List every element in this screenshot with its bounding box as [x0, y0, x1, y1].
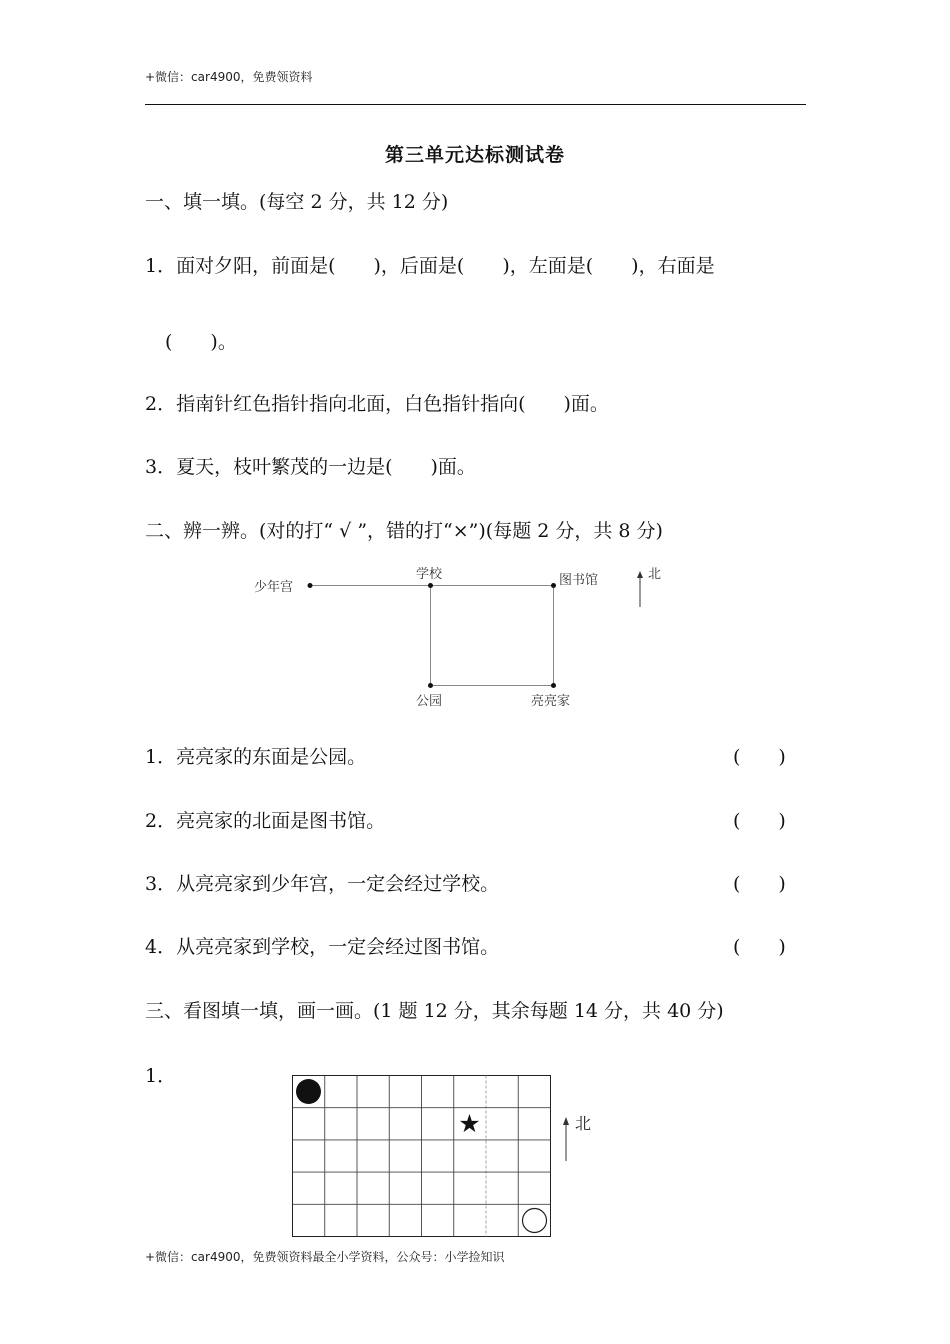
- judge-answer-1[interactable]: ( ): [733, 746, 786, 768]
- header-note: +微信：car4900，免费领资料: [145, 70, 313, 84]
- section1-question-2: 2．指南针红色指针指向北面，白色指针指向( )面。: [145, 393, 609, 415]
- position-grid: [285, 1068, 615, 1243]
- section3-heading: 三、看图填一填，画一画。(1 题 12 分，其余每题 14 分，共 40 分): [145, 1000, 724, 1022]
- route-map: [245, 560, 675, 715]
- grid-vertical-lines: [325, 1076, 519, 1237]
- school-dot: [428, 583, 433, 588]
- judge-item-1: 1．亮亮家的东面是公园。: [145, 746, 367, 768]
- section1-heading: 一、填一填。(每空 2 分，共 12 分): [145, 191, 449, 213]
- home-dot: [551, 683, 556, 688]
- label-library: 图书馆: [559, 573, 599, 588]
- label-park: 公园: [416, 694, 443, 709]
- page-title: 第三单元达标测试卷: [384, 144, 565, 166]
- footer-note: +微信：car4900，免费领资料最全小学资料，公众号：小学捡知识: [145, 1250, 505, 1264]
- park-dot: [428, 683, 433, 688]
- section3-question-1-label: 1．: [145, 1065, 177, 1087]
- section1-question-1-line2: ( )。: [165, 331, 237, 353]
- judge-item-4: 4．从亮亮家到学校，一定会经过图书馆。: [145, 936, 500, 958]
- palace-dot: [308, 583, 313, 588]
- judge-answer-4[interactable]: ( ): [733, 936, 786, 958]
- star-icon: ★: [458, 1109, 481, 1138]
- label-liangliang-home: 亮亮家: [531, 694, 571, 709]
- judge-answer-2[interactable]: ( ): [733, 810, 786, 832]
- judge-item-2: 2．亮亮家的北面是图书馆。: [145, 810, 386, 832]
- north-arrowhead-icon: [637, 571, 643, 578]
- white-circle-piece: [523, 1209, 547, 1233]
- section2-heading: 二、辨一辨。(对的打“ √ ”，错的打“×”)(每题 2 分，共 8 分): [145, 520, 663, 542]
- judge-item-3: 3．从亮亮家到少年宫，一定会经过学校。: [145, 873, 500, 895]
- grid-north-label: 北: [575, 1114, 592, 1133]
- section1-question-1-line1: 1．面对夕阳，前面是( )，后面是( )，左面是( )，右面是: [145, 255, 715, 277]
- judge-answer-3[interactable]: ( ): [733, 873, 786, 895]
- black-circle-piece: [296, 1079, 321, 1104]
- label-palace: 少年宫: [254, 580, 294, 595]
- section1-question-3: 3．夏天，枝叶繁茂的一边是( )面。: [145, 456, 476, 478]
- label-school: 学校: [416, 567, 443, 582]
- header-divider: [145, 104, 806, 105]
- label-north: 北: [648, 567, 662, 582]
- grid-north-arrowhead-icon: [563, 1117, 569, 1125]
- library-dot: [551, 583, 556, 588]
